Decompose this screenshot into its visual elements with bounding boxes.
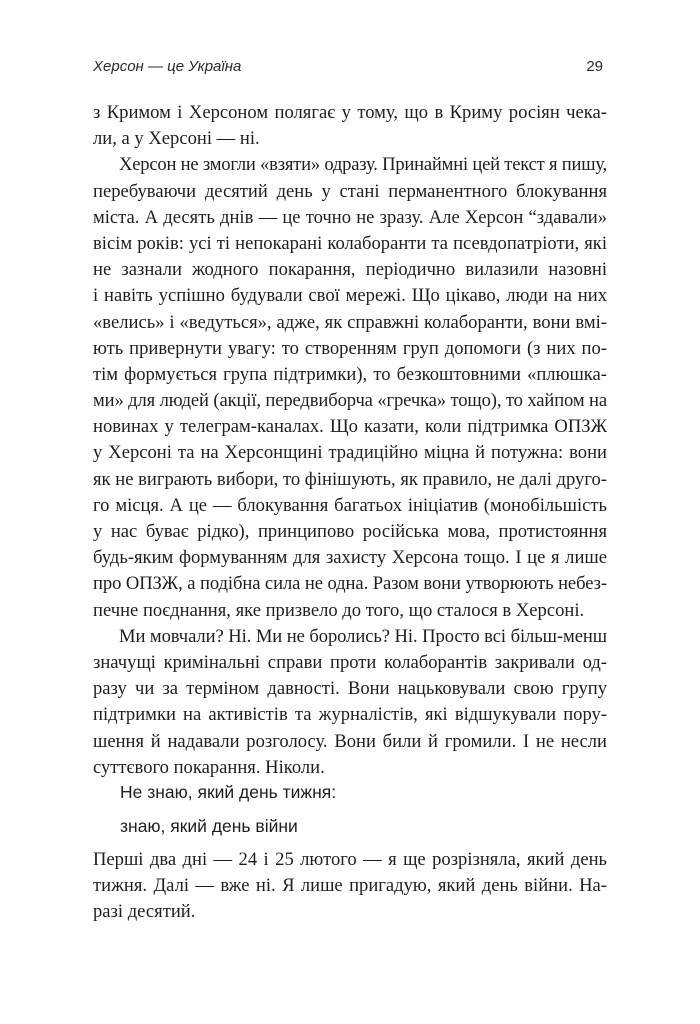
text-line: будь-яким формуванням для захисту Херсона тощо. І це я лише: [93, 547, 607, 569]
text-line: ми» для людей (акції, передвиборча «гречка» тощо), то хайпом на: [93, 390, 607, 412]
section-heading-line: Не знаю, який день тижня:: [120, 782, 337, 802]
text-line: печне поєднання, яке призвело до того, що сталося в Херсоні.: [93, 599, 585, 621]
text-line: Перші два дні — 24 і 25 лютого — я ще розрізняла, який день: [93, 849, 607, 870]
text-line: з Кримом і Херсоном полягає у тому, що в Криму росіян чека-: [93, 102, 607, 123]
text-line: не зазнали жодного покарання, періодично вилазили назовні: [93, 259, 607, 281]
running-title: Херсон — це Україна: [93, 58, 242, 75]
text-line: новинах у телеграм-каналах. Що казати, коли підтримка ОПЗЖ: [93, 416, 607, 438]
text-line: ли, а у Херсоні — ні.: [93, 128, 260, 150]
text-line: разі десятий.: [93, 901, 196, 923]
page-number: 29: [586, 58, 603, 75]
text-line: «велись» і «ведуться», адже, як справжні колаборанти, вони вмі-: [93, 311, 607, 333]
text-line: як не виграють вибори, то фінішують, як правило, не далі друго-: [93, 468, 607, 490]
section-heading: [120, 775, 336, 843]
text-line: суттєвого покарання. Ніколи.: [93, 756, 325, 778]
paragraph-continued: [93, 100, 607, 152]
text-line: підтримки на активістів та журналістів, які відшукували пору-: [93, 704, 607, 726]
body-text-block-2: [93, 847, 607, 926]
paragraph: [93, 847, 607, 926]
text-line: тім формується група підтримки), то безкоштовними «плюшка-: [93, 363, 607, 385]
body-text-block-1: [93, 100, 607, 781]
text-line: Ми мовчали? Ні. Ми не боролись? Ні. Просто всі більш-менш: [119, 625, 607, 647]
text-line: у нас буває рідко), принципово російська мова, протистояння: [93, 521, 607, 542]
text-line: і навіть успішно будували свої мережі. Що цікаво, люди на них: [93, 285, 607, 307]
text-line: ють привернути увагу: то створенням груп допомоги (з них по-: [93, 337, 607, 359]
text-line: у Херсоні та на Херсонщині традиційно міцна й потужна: вони: [93, 442, 607, 464]
paragraph: [93, 152, 607, 623]
text-line: міста. А десять днів — це точно не зразу. Але Херсон “здавали»: [93, 206, 607, 228]
text-line: го місця. А це — блокування багатьох ініціатив (монобільшість: [93, 494, 607, 516]
text-line: значущі кримінальні справи проти колаборантів закривали од-: [93, 651, 607, 673]
section-heading-line: знаю, який день війни: [120, 816, 298, 836]
text-line: разу чи за терміном давності. Вони нацьковували свою групу: [93, 678, 607, 700]
text-line: перебуваючи десятий день у стані перманентного блокування: [93, 180, 607, 202]
text-line: шення й надавали розголосу. Вони били й громили. І не несли: [93, 730, 607, 752]
text-line: Херсон не змогли «взяти» одразу. Принаймні цей текст я пишу,: [119, 154, 607, 176]
text-line: вісім років: усі ті непокарані колаборанти та псевдопатріоти, які: [93, 232, 607, 254]
text-line: про ОПЗЖ, а подібна сила не одна. Разом вони утворюють небез-: [93, 573, 607, 595]
running-head: [93, 58, 603, 80]
paragraph: [93, 624, 607, 781]
text-line: тижня. Далі — вже ні. Я лише пригадую, який день війни. На-: [93, 875, 607, 897]
